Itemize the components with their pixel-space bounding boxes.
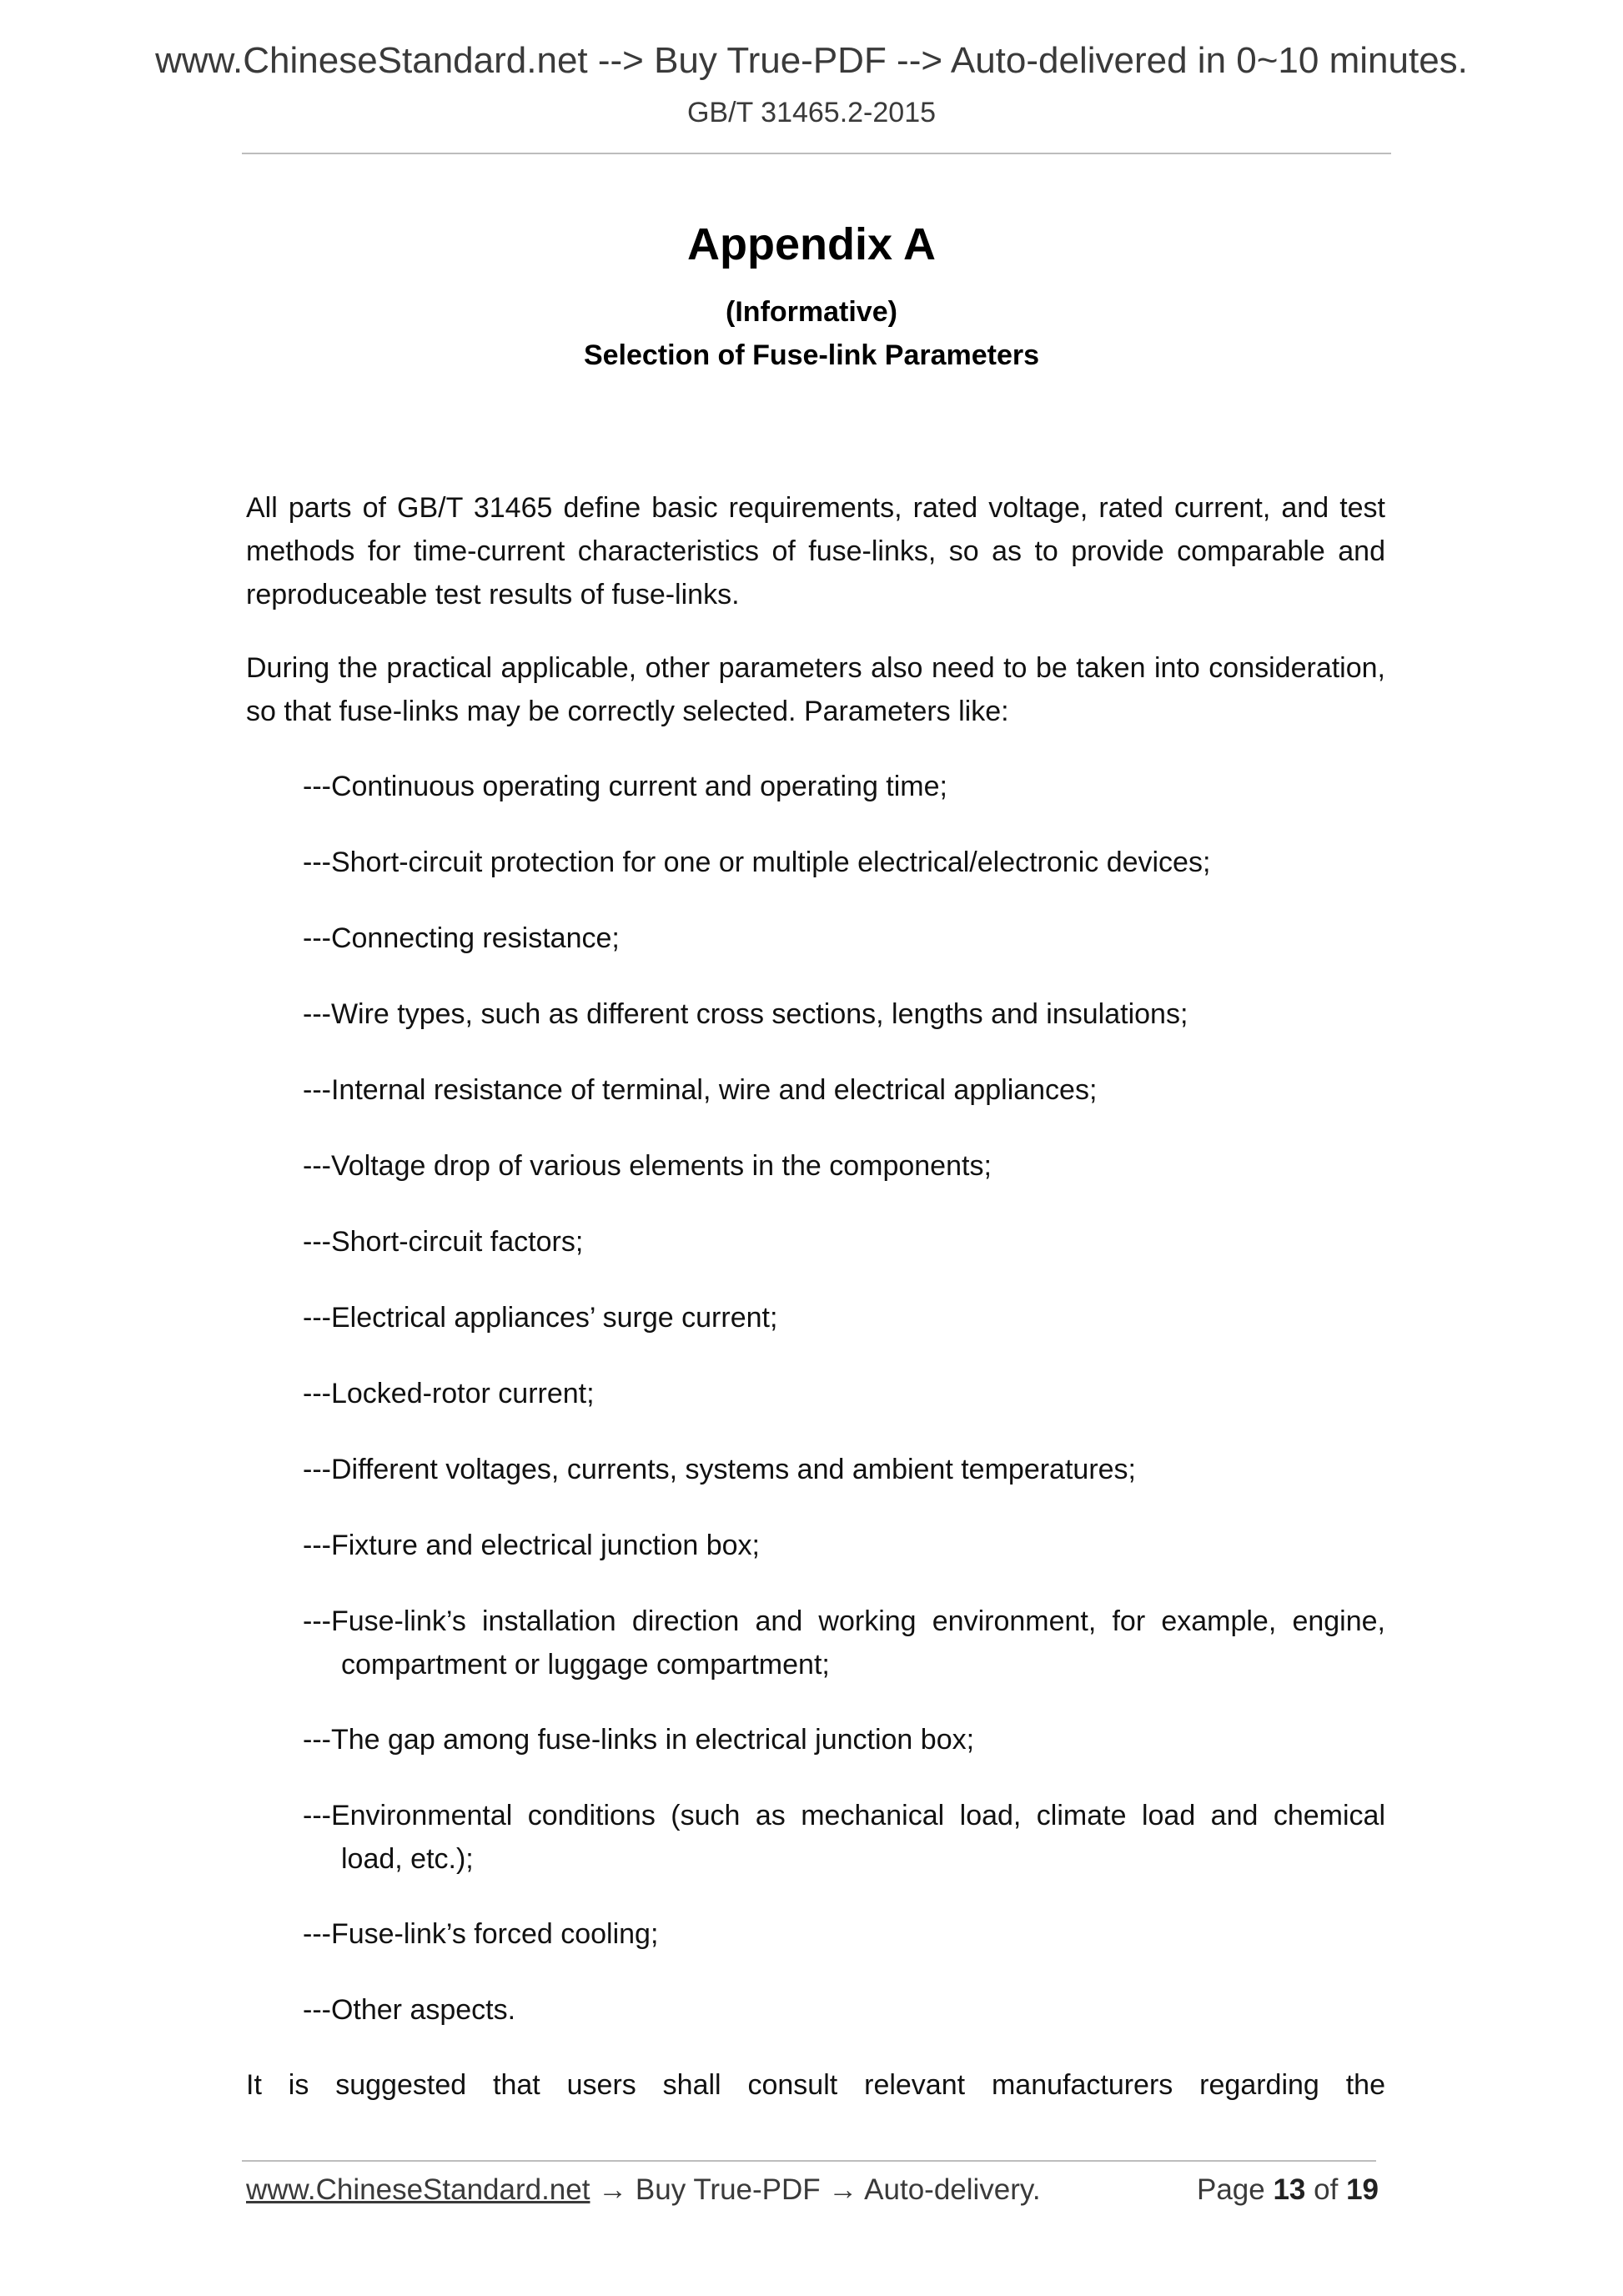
page-footer xyxy=(246,2173,1379,2215)
list-item: ---Other aspects. xyxy=(303,1994,516,2026)
top-banner: www.ChineseStandard.net --> Buy True-PDF --> Auto-delivered in 0~10 minutes. xyxy=(155,40,1468,81)
page-of-label: of xyxy=(1314,2173,1339,2206)
list-item: ---Different voltages, currents, systems and ambient temperatures; xyxy=(303,1454,1136,1485)
page-indicator xyxy=(1197,2173,1379,2207)
list-item: ---Locked-rotor current; xyxy=(303,1378,595,1409)
list-item: ---Voltage drop of various elements in the components; xyxy=(303,1150,992,1182)
page-label: Page xyxy=(1196,2173,1265,2206)
list-item: ---Short-circuit factors; xyxy=(303,1226,584,1258)
footer-tagline: → Buy True-PDF → Auto-delivery. xyxy=(598,2173,1041,2206)
list-item: ---Continuous operating current and operating time; xyxy=(303,771,947,802)
footer-divider xyxy=(242,2160,1376,2162)
list-item: ---Connecting resistance; xyxy=(303,922,620,954)
list-item: ---Short-circuit protection for one or multiple electrical/electronic devices; xyxy=(303,847,1211,878)
page-current: 13 xyxy=(1273,2173,1306,2206)
list-item: ---Internal resistance of terminal, wire and electrical appliances; xyxy=(303,1074,1098,1106)
closing-paragraph: It is suggested that users shall consult relevant manufacturers regarding the xyxy=(246,2069,1385,2101)
list-item: ---Fuse-link’s installation direction and working environment, for example, engine, compartment or luggage compartment; xyxy=(303,1605,1385,1681)
footer-left xyxy=(246,2173,1041,2207)
document-id: GB/T 31465.2-2015 xyxy=(686,97,937,128)
list-item: ---The gap among fuse-links in electrical junction box; xyxy=(303,1724,975,1756)
footer-site-link[interactable]: www.ChineseStandard.net xyxy=(246,2173,590,2206)
parameters-intro-paragraph: During the practical applicable, other parameters also need to be taken into consideration, so that fuse-links may be correctly selected. Parameters like: xyxy=(246,652,1385,727)
list-item: ---Wire types, such as different cross sections, lengths and insulations; xyxy=(303,998,1188,1030)
header-divider xyxy=(242,153,1391,154)
list-item: ---Environmental conditions (such as mechanical load, climate load and chemical load, etc.); xyxy=(303,1800,1385,1875)
list-item: ---Fixture and electrical junction box; xyxy=(303,1530,761,1561)
appendix-heading: Selection of Fuse-link Parameters xyxy=(583,339,1040,371)
appendix-title: Appendix A xyxy=(686,219,936,269)
page-total: 19 xyxy=(1346,2173,1379,2206)
list-item: ---Fuse-link’s forced cooling; xyxy=(303,1918,659,1950)
intro-paragraph: All parts of GB/T 31465 define basic requirements, rated voltage, rated current, and test methods for time-current characteristics of fuse-links, so as to provide comparable and reproduceable test results of fuse-links. xyxy=(246,492,1385,610)
list-item: ---Electrical appliances’ surge current; xyxy=(303,1302,778,1334)
appendix-type: (Informative) xyxy=(726,296,897,328)
